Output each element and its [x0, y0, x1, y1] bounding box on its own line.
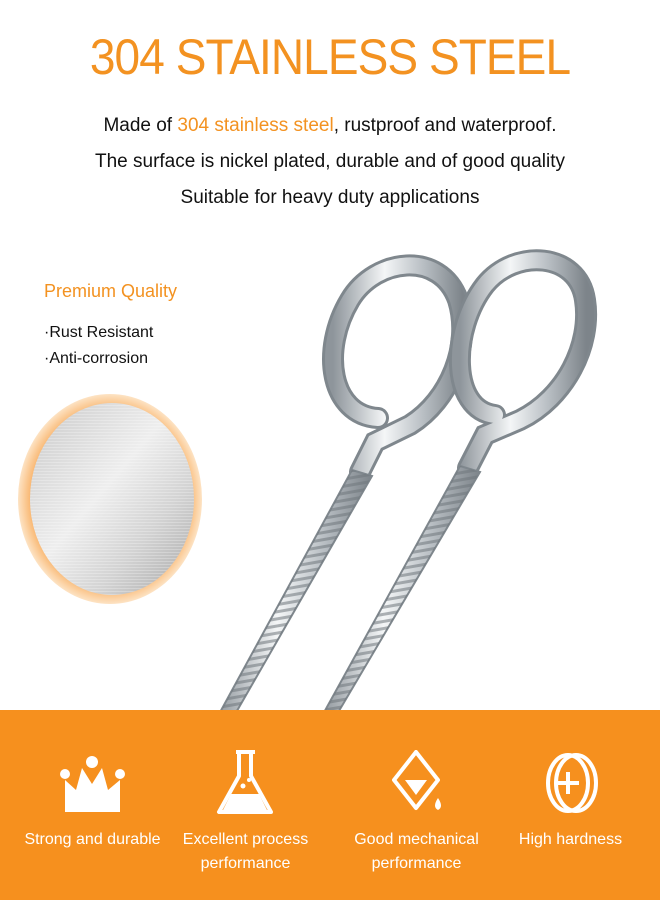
screw-hook-right [320, 260, 586, 740]
intro-line-2: The surface is nickel plated, durable and of good quality [94, 151, 566, 172]
crown-icon [10, 750, 175, 820]
intro-text [0, 108, 660, 216]
feature-label-line-1: Strong and durable [24, 831, 161, 848]
intro-line-3: Suitable for heavy duty applications [180, 187, 480, 208]
droplet-icon [334, 750, 499, 820]
intro-line-1 [0, 108, 660, 144]
flask-icon [163, 750, 328, 820]
features-band [0, 710, 660, 900]
feature-label-line-1: High hardness [518, 831, 623, 848]
coin-plus-icon [488, 750, 653, 820]
feature-label [334, 828, 499, 876]
feature-label-line-2: performance [200, 855, 291, 872]
feature-label-line-1: Excellent process [182, 831, 309, 848]
quality-bullets [44, 320, 153, 372]
feature-label [488, 828, 653, 852]
brushed-metal-swatch [17, 393, 203, 605]
screw-eye-hooks-image [200, 240, 620, 750]
intro-line-1-highlight: 304 stainless steel [177, 115, 334, 136]
feature-label [10, 828, 175, 852]
feature-label-line-1: Good mechanical [354, 831, 479, 848]
bullet-rust-resistant: ·Rust Resistant [44, 324, 154, 341]
bullet-anti-corrosion: ·Anti-corrosion [44, 350, 149, 367]
screw-hook-left [214, 265, 462, 740]
intro-line-1-suffix: , rustproof and waterproof. [333, 115, 557, 136]
intro-line-1-prefix: Made of [103, 115, 178, 136]
feature-label [163, 828, 328, 876]
page-title: 304 STAINLESS STEEL [89, 29, 571, 85]
feature-label-line-2: performance [371, 855, 462, 872]
premium-quality-heading: Premium Quality [44, 281, 178, 301]
